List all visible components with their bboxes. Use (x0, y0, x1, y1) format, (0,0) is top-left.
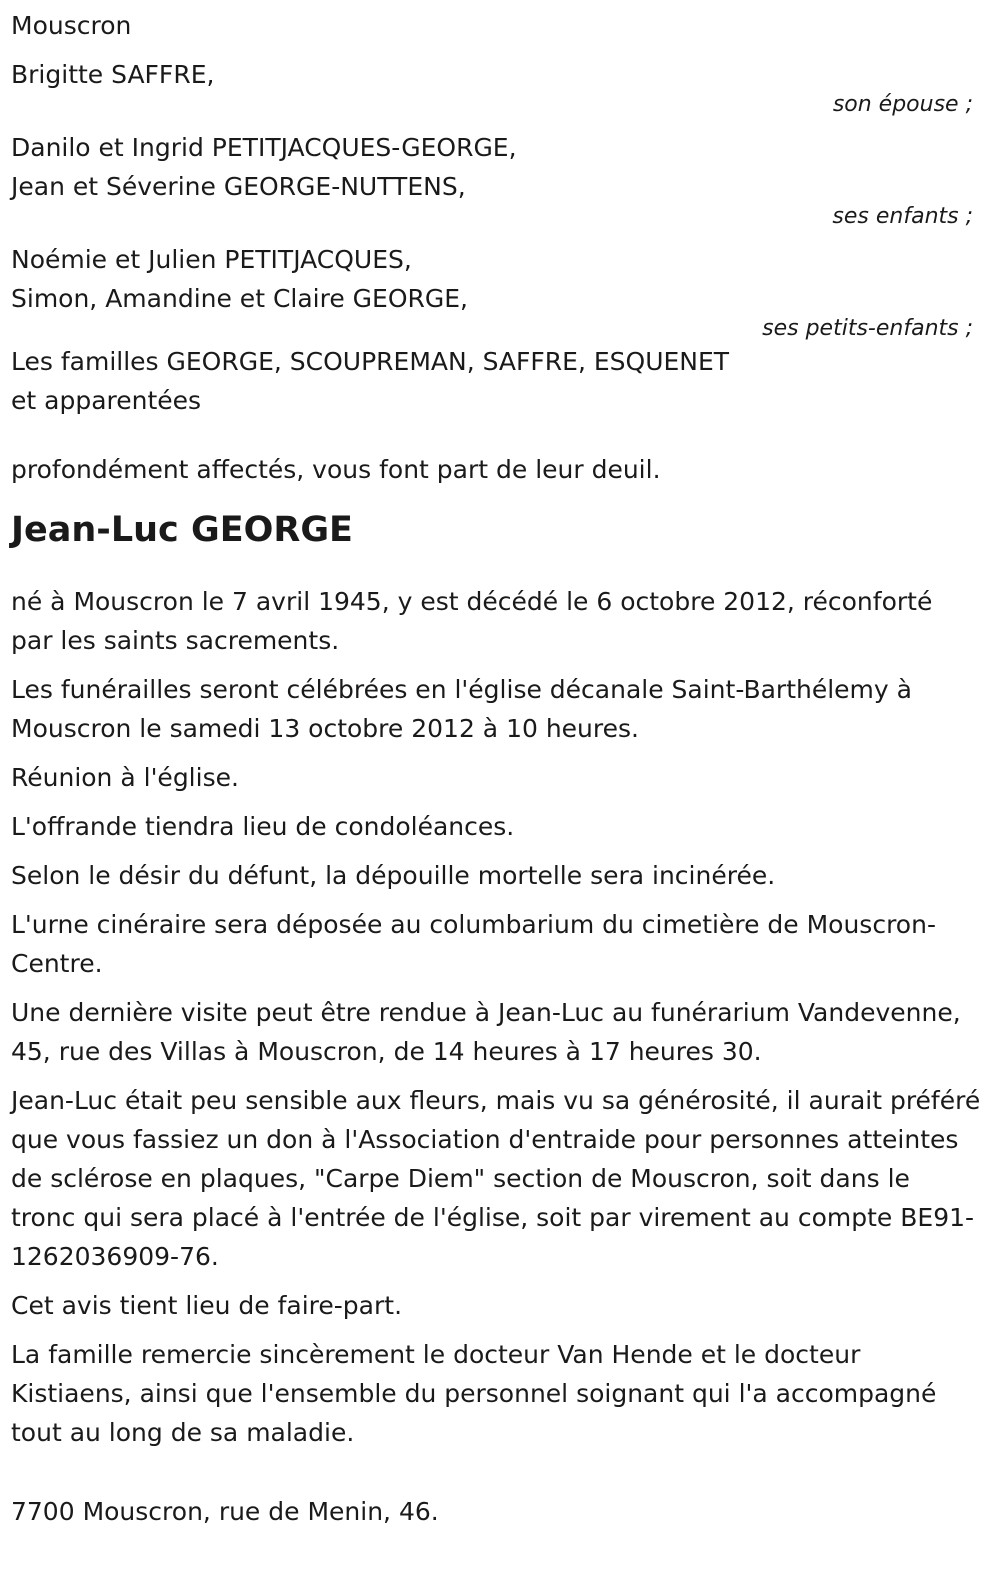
grandchild-name: Simon, Amandine et Claire GEORGE, (11, 284, 468, 313)
meeting-paragraph: Réunion à l'église. (11, 763, 239, 792)
thanks-paragraph: La famille remercie sincèrement le docteur Van Hende et le docteur Kistiaens, ainsi que l'ensemble du personnel soignant qui l'a accompagné tout au long de sa maladie. (11, 1340, 937, 1447)
visit-paragraph: Une dernière visite peut être rendue à Jean-Luc au funérarium Vandevenne, 45, rue des Villas à Mouscron, de 14 heures à 17 heures 30. (11, 998, 961, 1066)
offering-paragraph: L'offrande tiendra lieu de condoléances. (11, 812, 515, 841)
families-line: Les familles GEORGE, SCOUPREMAN, SAFFRE, ESQUENET (11, 347, 730, 376)
address-line: 7700 Mouscron, rue de Menin, 46. (11, 1497, 439, 1526)
grandchildren-role: ses petits-enfants ; (762, 316, 973, 341)
child-name: Danilo et Ingrid PETITJACQUES-GEORGE, (11, 133, 517, 162)
birth-death-paragraph: né à Mouscron le 7 avril 1945, y est décédé le 6 octobre 2012, réconforté par les saints sacrements. (11, 587, 933, 655)
cremation-paragraph: Selon le désir du défunt, la dépouille mortelle sera incinérée. (11, 861, 776, 890)
child-name: Jean et Séverine GEORGE-NUTTENS, (11, 172, 466, 201)
grandchild-name: Noémie et Julien PETITJACQUES, (11, 245, 412, 274)
funeral-paragraph: Les funérailles seront célébrées en l'église décanale Saint-Barthélemy à Mouscron le samedi 13 octobre 2012 à 10 heures. (11, 675, 912, 743)
grandchildren-block (11, 240, 981, 342)
spouse-block (11, 55, 981, 118)
details-block (11, 582, 981, 1452)
spouse-name: Brigitte SAFFRE, (11, 60, 215, 89)
announcement-text: profondément affectés, vous font part de leur deuil. (11, 455, 661, 484)
children-role: ses enfants ; (832, 204, 973, 229)
notice-paragraph: Cet avis tient lieu de faire-part. (11, 1291, 403, 1320)
donation-paragraph: Jean-Luc était peu sensible aux fleurs, mais vu sa générosité, il aurait préféré que vous fassiez un don à l'Association d'entraide pour personnes atteintes de sclérose en plaques, "Carpe Diem" section de Mouscron, soit dans le tronc qui sera placé à l'entrée de l'église, soit par virement au compte BE91-1262036909-76. (11, 1086, 981, 1271)
obituary-notice (11, 6, 981, 1531)
families-line: et apparentées (11, 386, 202, 415)
town-heading: Mouscron (11, 11, 132, 40)
spouse-role: son épouse ; (832, 92, 973, 117)
deceased-name: Jean-Luc GEORGE (11, 510, 353, 550)
children-block (11, 128, 981, 230)
families-block (11, 342, 981, 420)
urn-paragraph: L'urne cinéraire sera déposée au columbarium du cimetière de Mouscron-Centre. (11, 910, 936, 978)
